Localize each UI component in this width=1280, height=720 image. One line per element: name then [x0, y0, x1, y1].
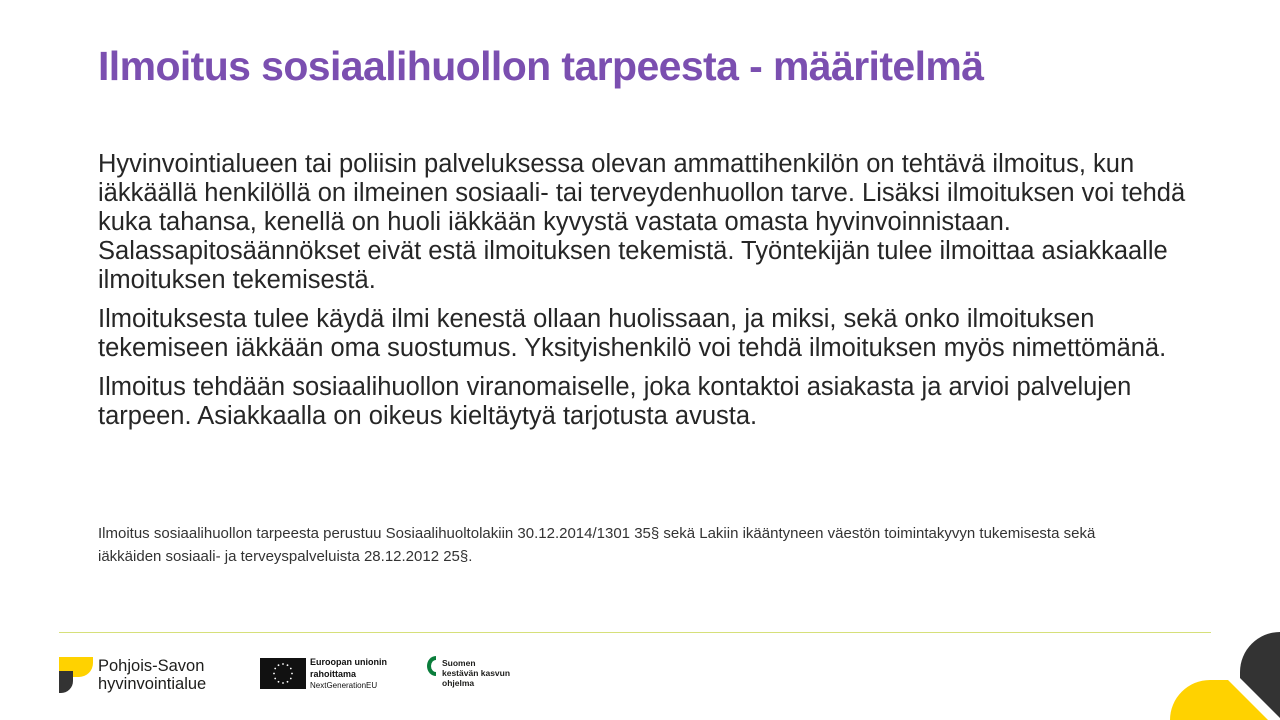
page-title: Ilmoitus sosiaalihuollon tarpeesta - määritelmä: [98, 43, 984, 89]
eu-logo-text: [310, 657, 387, 692]
psh-logo-line2: hyvinvointialue: [98, 675, 207, 693]
footer-divider: [59, 632, 1211, 633]
fi-logo-line1: Suomen: [442, 658, 476, 668]
paragraph-2: Ilmoituksesta tulee käydä ilmi kenestä ollaan huolissaan, ja miksi, sekä onko ilmoituksen tekemiseen iäkkään oma suostumus. Yksityishenkilö voi tehdä ilmoituksen myös nimettömänä.: [98, 305, 1167, 362]
eu-logo-line2: rahoittama: [310, 668, 357, 679]
paragraph-3: Ilmoitus tehdään sosiaalihuollon viranomaiselle, joka kontaktoi asiakasta ja arvioi palvelujen tarpeen. Asiakkaalla on oikeus kieltäytyä tarjotusta avusta.: [98, 373, 1132, 430]
footnote: Ilmoitus sosiaalihuollon tarpeesta perustuu Sosiaalihuoltolakiin 30.12.2014/1301 35§ sekä Lakiin ikääntyneen väestön toimintakyvyn tukemisesta sekä iäkkäiden sosiaali- ja terveyspalveluista 28.12.2012 25§.: [98, 525, 1096, 565]
psh-logo-text: [98, 657, 206, 693]
fi-logo-line2: kestävän kasvun: [442, 668, 511, 678]
body-text: [98, 150, 1208, 441]
eu-flag-icon: [260, 658, 306, 689]
psh-logo-line1: Pohjois-Savon: [98, 657, 205, 675]
paragraph-1: Hyvinvointialueen tai poliisin palveluksessa olevan ammattihenkilön on tehtävä ilmoitus, kun iäkkäällä henkilöllä on ilmeinen sosiaali- tai terveydenhuollon tarve. Lisäksi ilmoituksen voi tehdä kuka tahansa, kenellä on huoli iäkkään kyvystä vastata omasta hyvinvoinnistaan. Salassapitosäännökset eivät estä ilmoituksen tekemistä. Työntekijän tulee ilmoittaa asiakkaalle ilmoituksen tekemisestä.: [98, 150, 1186, 294]
fi-growth-logo-text: [442, 658, 510, 688]
eu-logo-line1: Euroopan unionin: [310, 657, 387, 667]
corner-decoration: [1170, 630, 1280, 720]
fi-growth-logo-icon: [427, 656, 439, 676]
fi-logo-line3: ohjelma: [442, 678, 475, 688]
psh-logo-icon: [59, 657, 93, 693]
eu-logo-line3: NextGenerationEU: [310, 681, 378, 690]
